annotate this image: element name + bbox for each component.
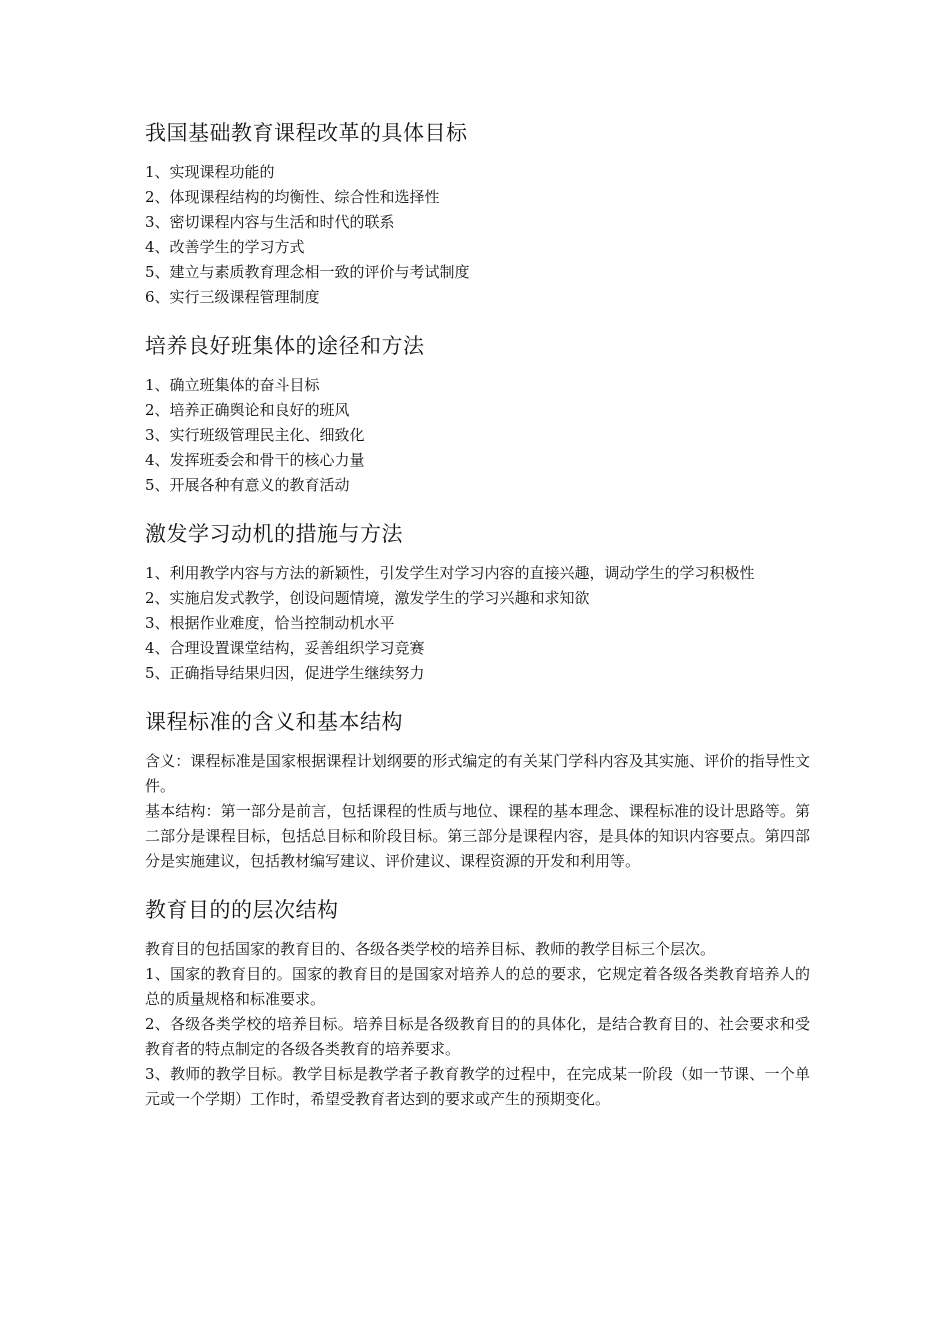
section-title: 我国基础教育课程改革的具体目标 [145, 121, 468, 145]
section-title: 教育目的的层次结构 [145, 898, 339, 922]
list-item: 4、改善学生的学习方式 [145, 238, 305, 256]
section-education-aim-levels [145, 895, 810, 1112]
list-item: 2、体现课程结构的均衡性、综合性和选择性 [145, 188, 440, 206]
section-class-collective [145, 331, 810, 498]
list-item: 1、确立班集体的奋斗目标 [145, 376, 320, 394]
list-item: 3、根据作业难度，恰当控制动机水平 [145, 614, 395, 632]
list-item: 3、实行班级管理民主化、细致化 [145, 426, 365, 444]
list-item: 3、密切课程内容与生活和时代的联系 [145, 213, 395, 231]
list-item: 5、开展各种有意义的教育活动 [145, 476, 350, 494]
document-page [145, 118, 810, 1133]
section-curriculum-reform-goals [145, 118, 810, 310]
list-item: 2、实施启发式教学，创设问题情境，激发学生的学习兴趣和求知欲 [145, 589, 590, 607]
paragraph: 基本结构：第一部分是前言，包括课程的性质与地位、课程的基本理念、课程标准的设计思路等。第二部分是课程目标，包括总目标和阶段目标。第三部分是课程内容，是具体的知识内容要点。第四部分是实施建议，包括教材编写建议、评价建议、课程资源的开发和利用等。 [145, 802, 810, 870]
list-item: 2、培养正确舆论和良好的班风 [145, 401, 350, 419]
section-title: 培养良好班集体的途径和方法 [145, 334, 425, 358]
list-item: 5、正确指导结果归因，促进学生继续努力 [145, 664, 425, 682]
list-item: 5、建立与素质教育理念相一致的评价与考试制度 [145, 263, 470, 281]
list-item: 1、利用教学内容与方法的新颖性，引发学生对学习内容的直接兴趣，调动学生的学习积极性 [145, 564, 755, 582]
paragraph: 3、教师的教学目标。教学目标是教学者子教育教学的过程中，在完成某一阶段（如一节课、一个单元或一个学期）工作时，希望受教育者达到的要求或产生的预期变化。 [145, 1065, 810, 1108]
section-curriculum-standard [145, 707, 810, 874]
paragraph: 1、国家的教育目的。国家的教育目的是国家对培养人的总的要求，它规定着各级各类教育培养人的总的质量规格和标准要求。 [145, 965, 810, 1008]
list-item: 6、实行三级课程管理制度 [145, 288, 320, 306]
paragraph: 教育目的包括国家的教育目的、各级各类学校的培养目标、教师的教学目标三个层次。 [145, 940, 716, 958]
paragraph: 含义：课程标准是国家根据课程计划纲要的形式编定的有关某门学科内容及其实施、评价的指导性文件。 [145, 752, 810, 795]
list-item: 4、合理设置课堂结构，妥善组织学习竞赛 [145, 639, 425, 657]
section-learning-motivation [145, 519, 810, 686]
section-title: 激发学习动机的措施与方法 [145, 522, 403, 546]
list-item: 4、发挥班委会和骨干的核心力量 [145, 451, 365, 469]
list-item: 1、实现课程功能的 [145, 163, 275, 181]
section-title: 课程标准的含义和基本结构 [145, 710, 403, 734]
paragraph: 2、各级各类学校的培养目标。培养目标是各级教育目的的具体化，是结合教育目的、社会要求和受教育者的特点制定的各级各类教育的培养要求。 [145, 1015, 810, 1058]
